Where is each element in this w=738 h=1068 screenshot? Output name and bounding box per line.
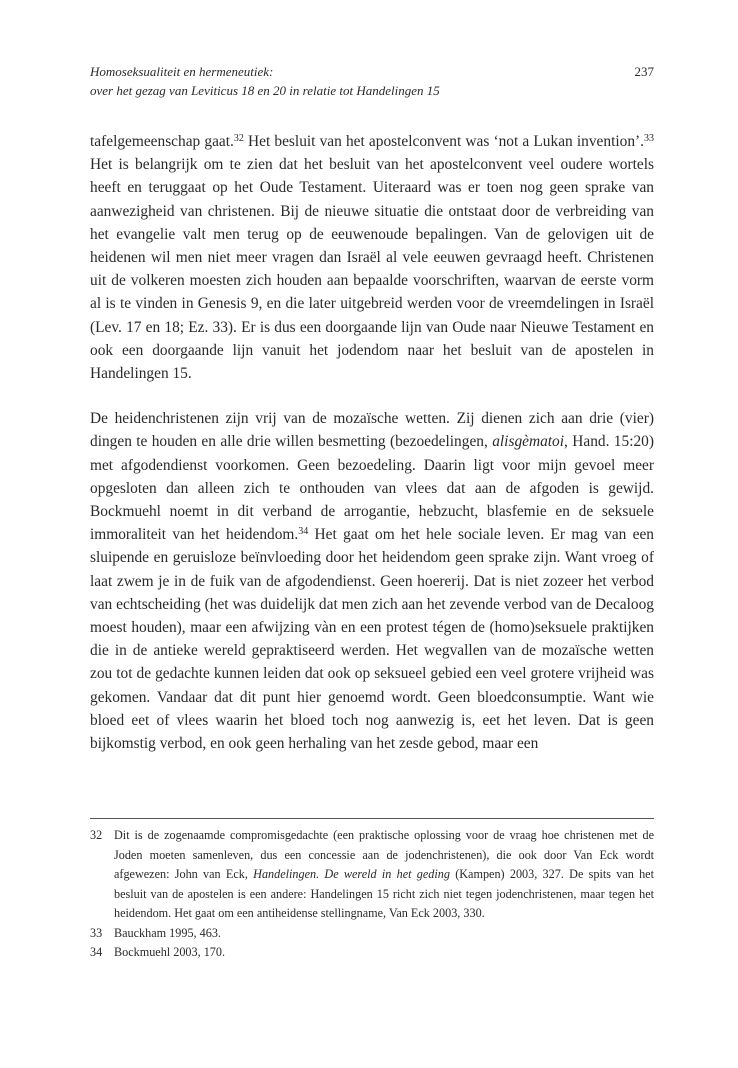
footnote-33 xyxy=(90,924,654,944)
footnote-ref-34: 34 xyxy=(298,526,309,538)
page-number: 237 xyxy=(634,64,654,79)
running-head-title: Homoseksualiteit en hermeneutiek: xyxy=(90,64,274,79)
footnote-32-text-a: Dit is de zogenaamde compromisgedachte (een praktische oplossing voor de vraag hoe christenen met de Joden moeten samenleven, dus een concessie aan de jodenchristenen), die ook door Van Eck wordt afgewezen: John van Eck, xyxy=(114,828,654,881)
footnote-32-text-b: (Kampen) 2003, 327. De spits van het besluit van de apostelen is een andere: Handelingen 15 richt zich niet tegen jodenchristenen, maar tegen het heidendom. Het gaat om een antiheidense stellingname, Van Eck 2003, 330. xyxy=(114,867,654,920)
paragraph-2-text-b: , Hand. 15:20) met afgodendienst voorkomen. Geen bezoedeling. Daarin ligt voor mijn gevoel meer opgesloten dan alleen zich te onthouden van vlees dat aan de afgoden is gewijd. Bockmuehl noemt in dit verband de arrogantie, hebzucht, blasfemie en de seksuele immoraliteit van het heidendom. xyxy=(90,433,654,544)
paragraph-2-text-c: Het gaat om het hele sociale leven. Er mag van een sluipende en geruisloze beïnvloeding door het heidendom geen sprake zijn. Want vroeg of laat zwem je in de fuik van de afgodendienst. Geen hoererij. Dat is niet zozeer het verbod van echtscheiding (het was duidelijk dat men zich aan het zevende verbod van de Decaloog moest houden), maar een afwijzing vàn en een protest tégen de (homo)seksuele praktijken die in de antieke wereld gepraktiseerd werden. Het wegvallen van de mozaïsche wetten zou tot de gedachte kunnen leiden dat ook op seksueel gebied een veel grotere vrijheid was gekomen. Vandaar dat dit punt hier genoemd wordt. Geen bloedconsumptie. Want wie bloed eet of vlees waarin het bloed toch nog aanwezig is, eet het leven. Dat is geen bijkomstig verbod, en ook geen herhaling van het zesde gebod, maar een xyxy=(90,526,655,753)
running-head-subtitle: over het gezag van Leviticus 18 en 20 in relatie tot Handelingen 15 xyxy=(90,83,440,98)
book-title: Handelingen. De wereld in het geding xyxy=(253,867,450,881)
paragraph-1-text-a: tafelgemeenschap gaat. xyxy=(90,133,234,150)
footnote-32 xyxy=(90,826,654,924)
footnote-number: 34 xyxy=(90,945,103,959)
running-head xyxy=(90,62,654,102)
footnote-text: Bockmuehl 2003, 170. xyxy=(114,945,226,959)
paragraph-1 xyxy=(90,130,654,385)
footnote-number: 32 xyxy=(90,828,103,842)
footnote-number: 33 xyxy=(90,925,103,940)
footnote-divider xyxy=(90,818,654,819)
page xyxy=(90,62,654,755)
body-text xyxy=(90,130,654,755)
footnote-text: Bauckham 1995, 463. xyxy=(114,925,221,940)
footnote-text xyxy=(114,826,654,924)
footnote-ref-32: 32 xyxy=(233,133,244,144)
footnote-34 xyxy=(90,943,654,963)
paragraph-2-text-a: De heidenchristenen zijn vrij van de mozaïsche wetten. Zij dienen zich aan drie (vier) dingen te houden en alle drie willen besmetting (bezoedelingen, xyxy=(90,410,654,451)
footnote-ref-33: 33 xyxy=(644,133,654,144)
paragraph-1-text-c: Het is belangrijk om te zien dat het besluit van het apostelconvent veel oudere wortels heeft en teruggaat op het Oude Testament. Uiteraard was er toen nog geen sprake van aanwezigheid van christenen. Bij de nieuwe situatie die ontstaat door de verbreiding van het evangelie valt men terug op de eeuwenoude bepalingen. Van de gelovigen uit de heidenen wil men niet meer vragen dan Israël al vele eeuwen gevraagd heeft. Christenen uit de volkeren moesten zich houden aan bepaalde voorschriften, waarvan de eerste vorm al is te vinden in Genesis 9, en die later uitgebreid werden voor de vreemdelingen in Israël (Lev. 17 en 18; Ez. 33). Er is dus een doorgaande lijn van Oude naar Nieuwe Testament en ook een doorgaande lijn vanuit het jodendom naar het besluit van de apostelen in Handelingen 15. xyxy=(90,156,654,383)
greek-term: alisgèmatoi xyxy=(492,433,565,451)
paragraph-2 xyxy=(90,407,654,755)
footnotes xyxy=(90,826,654,963)
paragraph-1-text-b: Het besluit van het apostelconvent was ‘not a Lukan invention’. xyxy=(243,133,644,150)
